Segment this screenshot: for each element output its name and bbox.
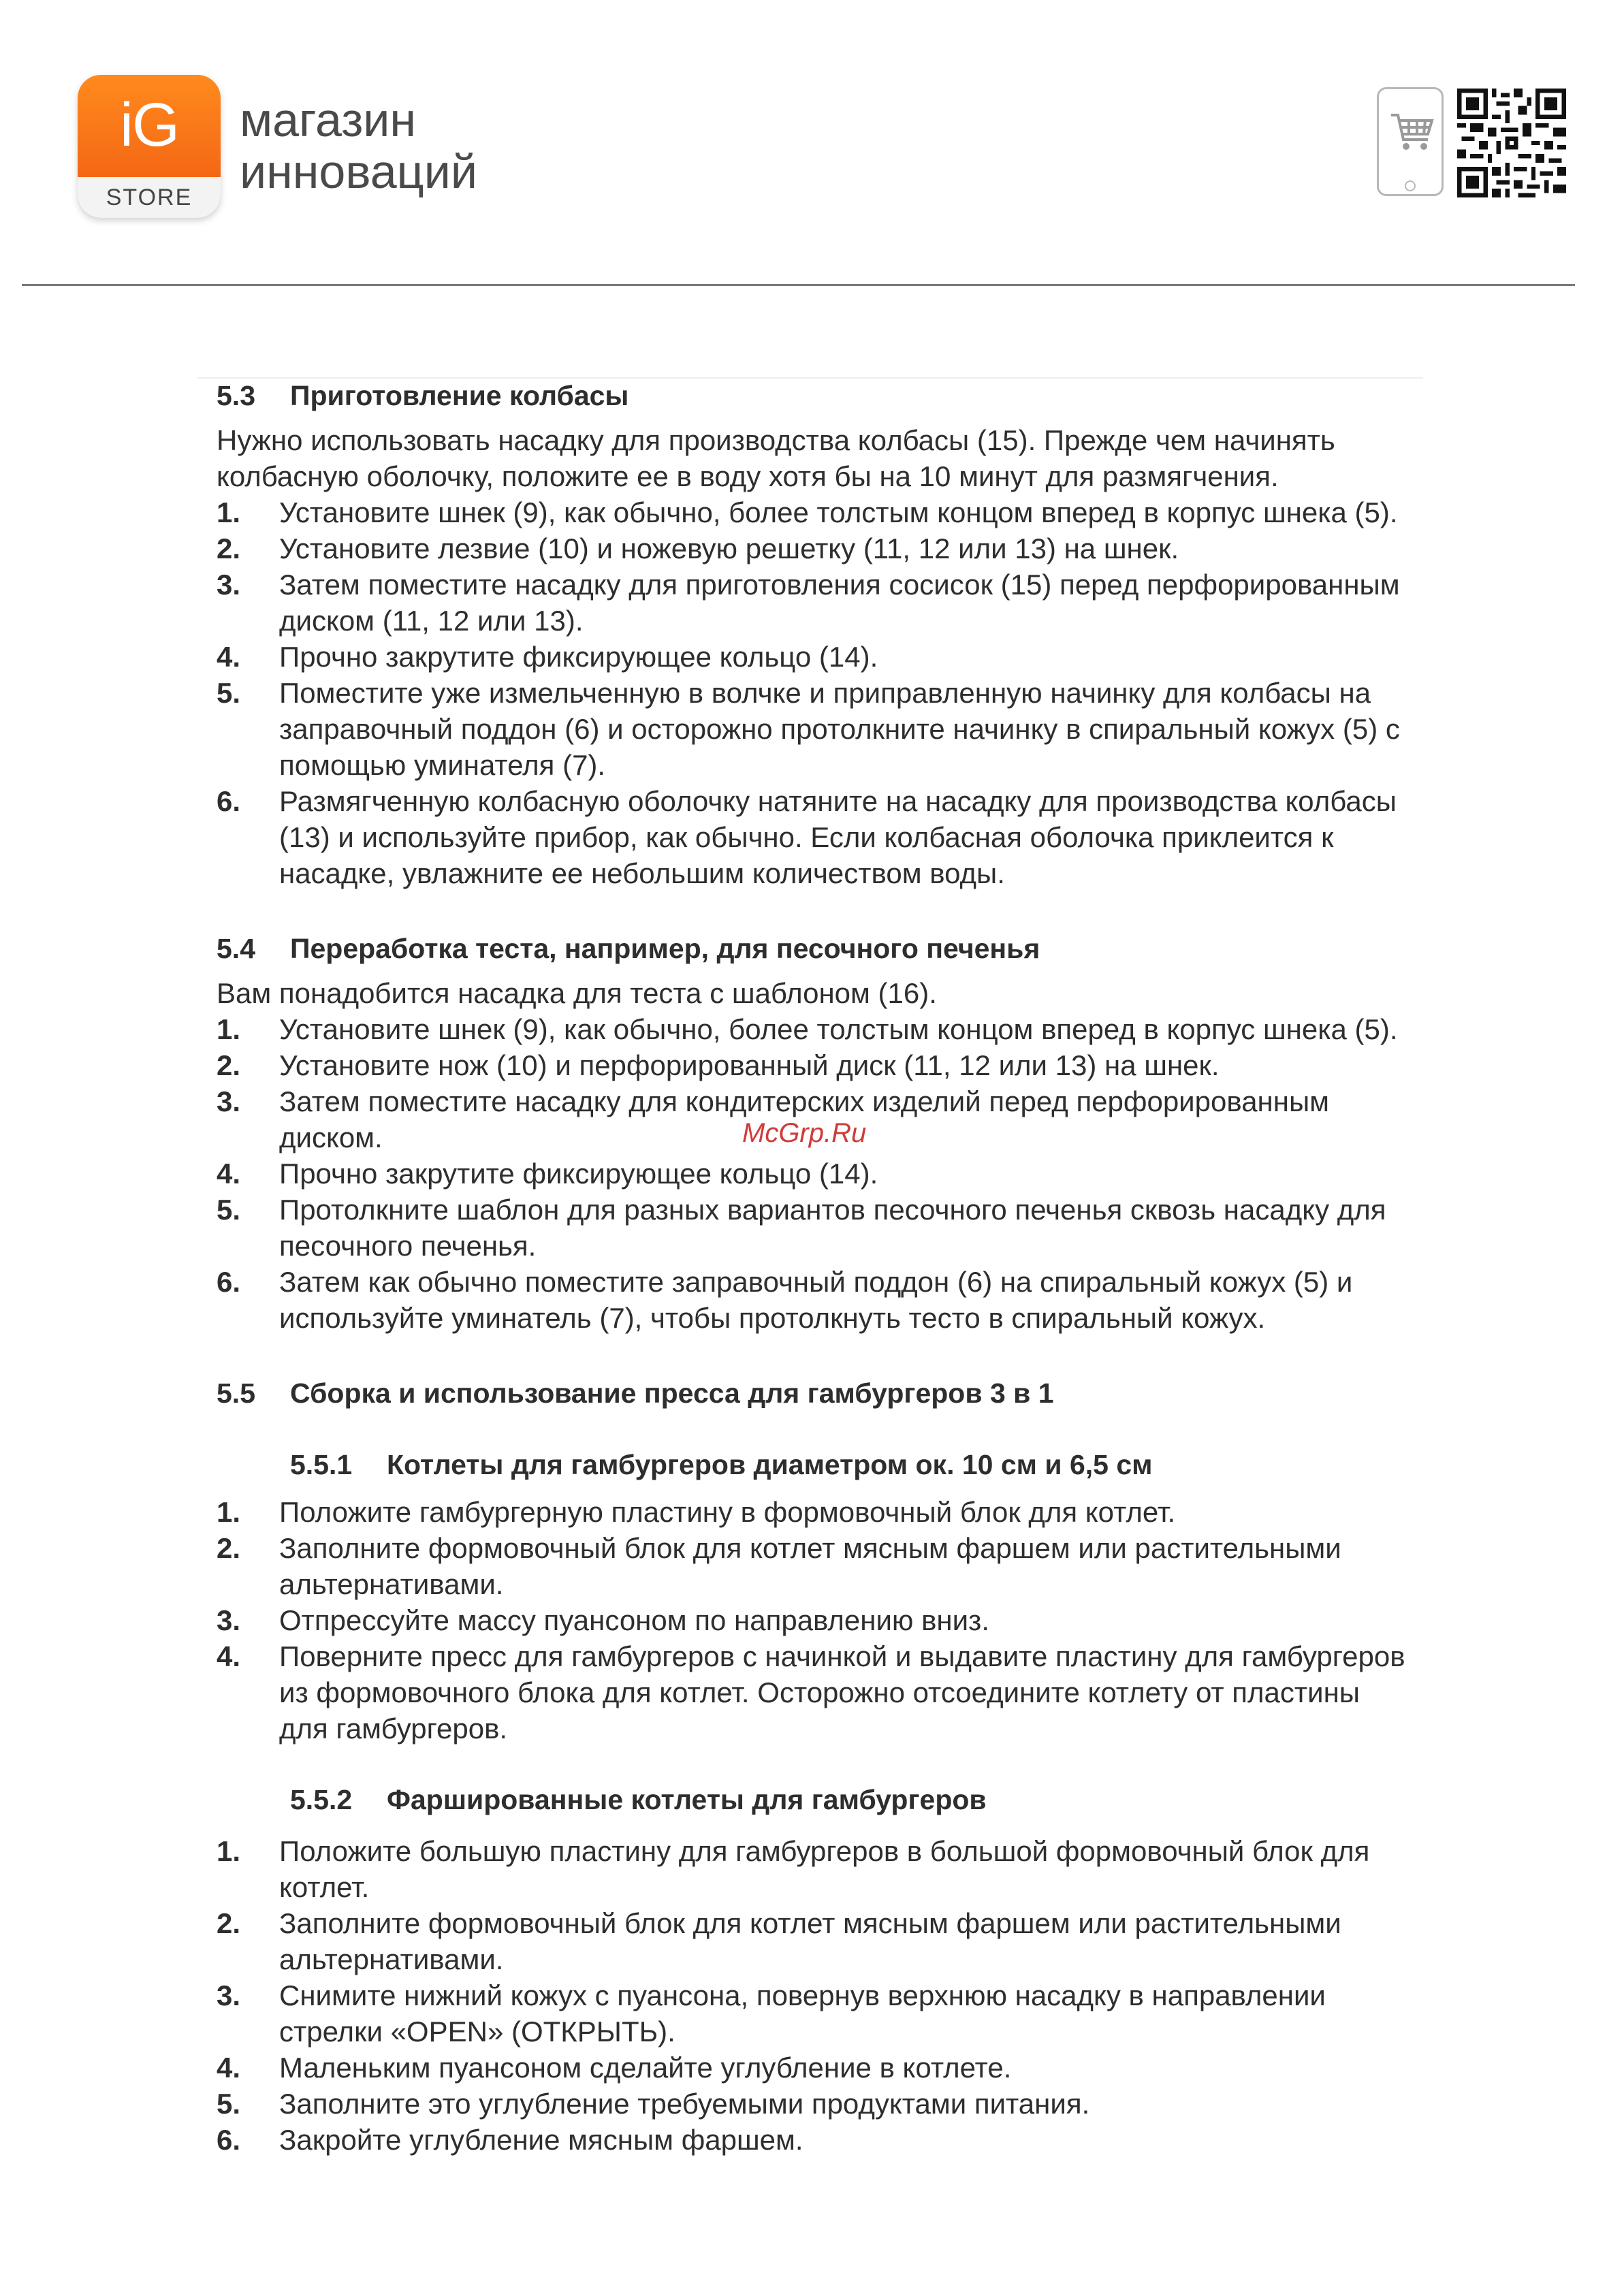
list-item bbox=[217, 1977, 1415, 2050]
list-item bbox=[217, 1905, 1415, 1977]
item-number: 4. bbox=[217, 2052, 241, 2084]
item-text: Положите большую пластину для гамбургеров в большой формовочный блок для котлет. bbox=[279, 1835, 1370, 1903]
section-heading bbox=[217, 931, 1415, 967]
item-number: 3. bbox=[217, 1979, 241, 2011]
subsection-number: 5.5.1 bbox=[290, 1449, 353, 1480]
item-number: 4. bbox=[217, 1640, 241, 1672]
subsection-5-5-1 bbox=[217, 1447, 1415, 1747]
subsection-title: Фаршированные котлеты для гамбургеров bbox=[387, 1784, 987, 1815]
item-text: Заполните формовочный блок для котлет мясным фаршем или растительными альтернативами. bbox=[279, 1532, 1341, 1600]
page-header bbox=[0, 0, 1624, 286]
item-number: 2. bbox=[217, 1907, 241, 1939]
list-item bbox=[217, 1156, 1415, 1192]
item-number: 6. bbox=[217, 785, 241, 817]
item-text: Протолкните шаблон для разных вариантов песочного печенья сквозь насадку для песочного печенья. bbox=[279, 1194, 1386, 1262]
list-item bbox=[217, 1047, 1415, 1083]
section-heading bbox=[217, 1375, 1415, 1412]
list-item bbox=[217, 1833, 1415, 1905]
item-number: 1. bbox=[217, 1835, 241, 1867]
item-text: Отпрессуйте массу пуансоном по направлению вниз. bbox=[279, 1604, 989, 1636]
brand-line-2: инноваций bbox=[240, 145, 477, 198]
section-heading bbox=[217, 378, 1415, 414]
list-item bbox=[217, 494, 1415, 530]
qr-code-icon[interactable] bbox=[1457, 89, 1566, 197]
item-number: 6. bbox=[217, 1266, 241, 1298]
item-text: Заполните это углубление требуемыми продуктами питания. bbox=[279, 2088, 1090, 2120]
section-title: Приготовление колбасы bbox=[290, 380, 629, 411]
item-text: Установите нож (10) и перфорированный диск (11, 12 или 13) на шнек. bbox=[279, 1049, 1220, 1081]
list-item bbox=[217, 639, 1415, 675]
item-number: 1. bbox=[217, 1013, 241, 1045]
item-number: 5. bbox=[217, 2088, 241, 2120]
item-text: Затем поместите насадку для кондитерских изделий перед перфорированным диском. bbox=[279, 1085, 1330, 1153]
item-text: Прочно закрутите фиксирующее кольцо (14). bbox=[279, 641, 878, 673]
ig-store-logo[interactable] bbox=[78, 75, 221, 218]
item-number: 4. bbox=[217, 641, 241, 673]
item-text: Установите шнек (9), как обычно, более толстым концом вперед в корпус шнека (5). bbox=[279, 1013, 1398, 1045]
section-number: 5.5 bbox=[217, 1377, 255, 1409]
list-item bbox=[217, 1602, 1415, 1638]
list-item bbox=[217, 530, 1415, 567]
instruction-list bbox=[217, 494, 1415, 891]
item-text: Установите лезвие (10) и ножевую решетку (11, 12 или 13) на шнек. bbox=[279, 532, 1179, 564]
list-item bbox=[217, 1530, 1415, 1602]
watermark: McGrp.Ru bbox=[742, 1118, 867, 1148]
item-text: Поверните пресс для гамбургеров с начинкой и выдавите пластину для гамбургеров из формовочного блока для котлет. Осторожно отсоедините котлету от пластины для гамбургеров. bbox=[279, 1640, 1405, 1745]
brand-line-1: магазин bbox=[240, 93, 417, 146]
item-number: 5. bbox=[217, 677, 241, 709]
section-5-5 bbox=[217, 1375, 1415, 2158]
item-text: Прочно закрутите фиксирующее кольцо (14). bbox=[279, 1158, 878, 1190]
brand-name bbox=[240, 94, 477, 197]
item-number: 3. bbox=[217, 1604, 241, 1636]
item-number: 2. bbox=[217, 1532, 241, 1564]
subsection-5-5-2 bbox=[217, 1782, 1415, 2158]
section-number: 5.4 bbox=[217, 933, 255, 964]
section-intro: Нужно использовать насадку для производства колбасы (15). Прежде чем начинять колбасную оболочку, положите ее в воду хотя бы на 10 минут для размягчения. bbox=[217, 424, 1335, 492]
header-divider bbox=[22, 284, 1575, 286]
logo-text: iG bbox=[120, 91, 178, 159]
item-number: 4. bbox=[217, 1158, 241, 1190]
item-text: Размягченную колбасную оболочку натяните на насадку для производства колбасы (13) и используйте прибор, как обычно. Если колбасная оболочка приклеится к насадке, увлажните ее небольшим количеством воды. bbox=[279, 785, 1397, 889]
item-number: 1. bbox=[217, 1496, 241, 1528]
list-item bbox=[217, 675, 1415, 783]
section-title: Переработка теста, например, для песочного печенья bbox=[290, 933, 1040, 964]
list-item bbox=[217, 2122, 1415, 2158]
section-5-3 bbox=[217, 378, 1415, 891]
list-item bbox=[217, 567, 1415, 639]
list-item bbox=[217, 1192, 1415, 1264]
item-number: 3. bbox=[217, 569, 241, 601]
subsection-title: Котлеты для гамбургеров диаметром ок. 10 см и 6,5 см bbox=[387, 1449, 1153, 1480]
home-button-icon bbox=[1405, 180, 1416, 191]
subsection-number: 5.5.2 bbox=[290, 1784, 353, 1815]
item-text: Положите гамбургерную пластину в формовочный блок для котлет. bbox=[279, 1496, 1176, 1528]
section-title: Сборка и использование пресса для гамбургеров 3 в 1 bbox=[290, 1377, 1054, 1409]
item-number: 2. bbox=[217, 532, 241, 564]
item-text: Затем как обычно поместите заправочный поддон (6) на спиральный кожух (5) и используйте уминатель (7), чтобы протолкнуть тесто в спиральный кожух. bbox=[279, 1266, 1353, 1334]
item-text: Заполните формовочный блок для котлет мясным фаршем или растительными альтернативами. bbox=[279, 1907, 1341, 1975]
item-text: Затем поместите насадку для приготовления сосисок (15) перед перфорированным диском (11, 12 или 13). bbox=[279, 569, 1400, 637]
list-item bbox=[217, 1011, 1415, 1047]
item-number: 1. bbox=[217, 496, 241, 528]
item-number: 6. bbox=[217, 2124, 241, 2156]
instruction-list bbox=[217, 1833, 1415, 2158]
section-number: 5.3 bbox=[217, 380, 255, 411]
instruction-list bbox=[217, 1011, 1415, 1336]
item-text: Установите шнек (9), как обычно, более толстым концом вперед в корпус шнека (5). bbox=[279, 496, 1398, 528]
section-intro: Вам понадобится насадка для теста с шаблоном (16). bbox=[217, 977, 937, 1009]
list-item bbox=[217, 1638, 1415, 1747]
item-text: Снимите нижний кожух с пуансона, повернув верхнюю насадку в направлении стрелки «OPEN» (ОТКРЫТЬ). bbox=[279, 1979, 1326, 2048]
list-item bbox=[217, 1264, 1415, 1336]
item-number: 3. bbox=[217, 1085, 241, 1117]
shopping-cart-icon[interactable] bbox=[1377, 87, 1444, 196]
item-number: 2. bbox=[217, 1049, 241, 1081]
instruction-list bbox=[217, 1494, 1415, 1747]
item-number: 5. bbox=[217, 1194, 241, 1226]
item-text: Маленьким пуансоном сделайте углубление в котлете. bbox=[279, 2052, 1012, 2084]
list-item bbox=[217, 1494, 1415, 1530]
subsection-heading bbox=[290, 1782, 1415, 1818]
item-text: Закройте углубление мясным фаршем. bbox=[279, 2124, 803, 2156]
list-item bbox=[217, 783, 1415, 891]
document-body bbox=[217, 378, 1415, 2158]
item-text: Поместите уже измельченную в волчке и приправленную начинку для колбасы на заправочный поддон (6) и осторожно протолкните начинку в спиральный кожух (5) с помощью уминателя (7). bbox=[279, 677, 1400, 781]
logo-store-label: STORE bbox=[78, 177, 221, 218]
list-item bbox=[217, 2086, 1415, 2122]
list-item bbox=[217, 2050, 1415, 2086]
subsection-heading bbox=[290, 1447, 1415, 1483]
